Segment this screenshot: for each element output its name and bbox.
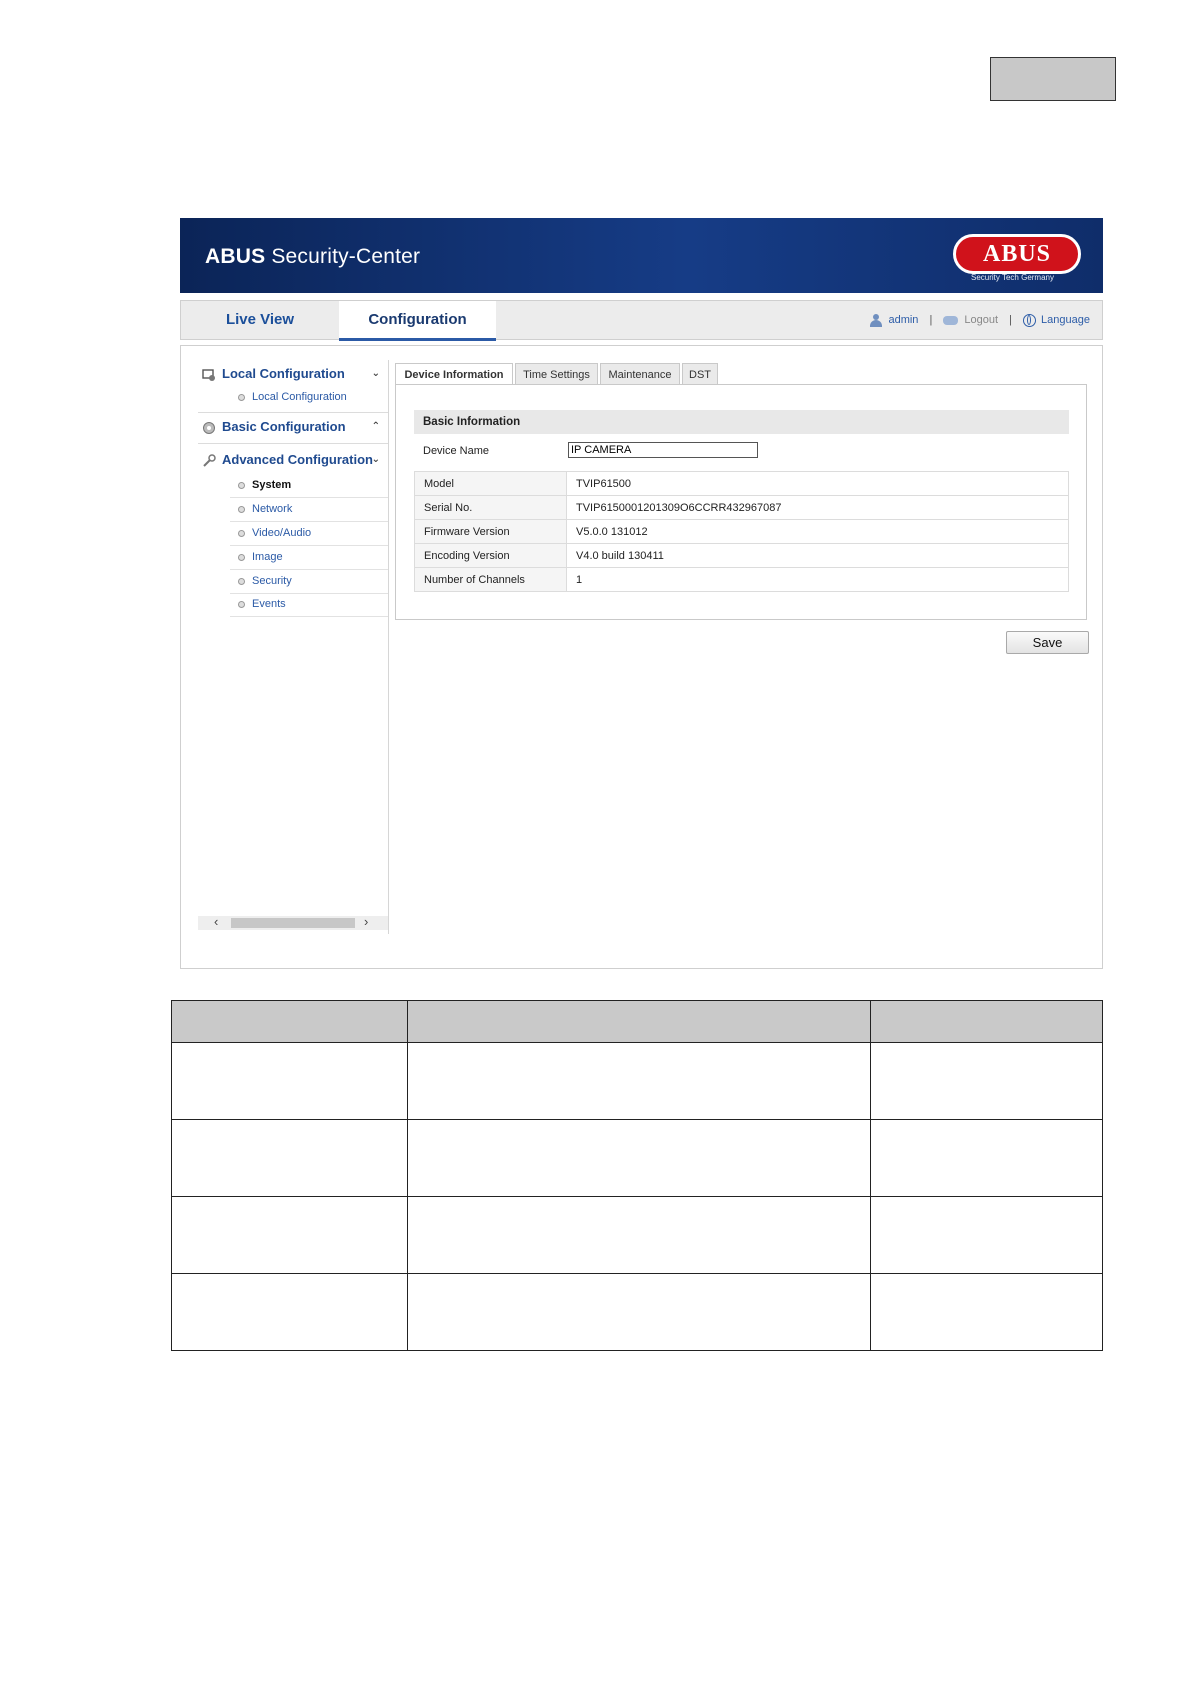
content-area (180, 345, 1103, 969)
bullet-icon (238, 601, 245, 608)
monitor-gear-icon (202, 368, 216, 382)
screenshot-frame (180, 218, 1103, 969)
info-value: V4.0 build 130411 (567, 544, 1069, 568)
abus-logo (953, 234, 1079, 284)
info-value: V5.0.0 131012 (567, 520, 1069, 544)
table-row (415, 520, 1069, 544)
app-banner (180, 218, 1103, 293)
logo-wordmark: ABUS (953, 234, 1081, 274)
tab-time-settings[interactable]: Time Settings (515, 363, 598, 385)
table-cell (172, 1043, 408, 1120)
divider (198, 443, 388, 444)
table-row (172, 1274, 1103, 1351)
table-row (415, 568, 1069, 592)
table-cell (871, 1197, 1103, 1274)
logout-link[interactable]: Logout (964, 314, 999, 327)
bullet-icon (238, 530, 245, 537)
info-key: Serial No. (415, 496, 567, 520)
header-cell (871, 1001, 1103, 1043)
table-row (172, 1120, 1103, 1197)
sidebar (198, 360, 389, 934)
table-cell (172, 1274, 408, 1351)
header-cell (172, 1001, 408, 1043)
sidebar-item-events[interactable]: Events (230, 593, 388, 617)
gear-icon (202, 421, 216, 435)
sidebar-item-security[interactable]: Security (230, 570, 388, 594)
scroll-left-icon[interactable]: ‹ (214, 914, 219, 929)
tab-maintenance[interactable]: Maintenance (600, 363, 680, 385)
table-cell (407, 1197, 871, 1274)
scrollbar-thumb[interactable] (231, 918, 355, 928)
info-key: Firmware Version (415, 520, 567, 544)
table-row (415, 496, 1069, 520)
info-value: TVIP6150001201309O6CCRR432967087 (567, 496, 1069, 520)
wrench-icon (202, 454, 216, 468)
header-cell (407, 1001, 871, 1043)
scroll-right-icon[interactable]: › (364, 914, 369, 929)
sidebar-advanced-configuration[interactable]: Advanced Configuration ⌄ (198, 446, 388, 474)
sidebar-item-image[interactable]: Image (230, 546, 388, 570)
table-row (415, 472, 1069, 496)
globe-icon (1023, 314, 1036, 327)
table-cell (407, 1120, 871, 1197)
logout-icon (943, 316, 958, 325)
table-cell (172, 1120, 408, 1197)
horizontal-scrollbar[interactable] (198, 916, 388, 930)
sidebar-item-system[interactable]: System (230, 474, 388, 498)
device-name-field[interactable] (568, 442, 758, 458)
tab-dst[interactable]: DST (682, 363, 718, 385)
top-navigation (180, 300, 1103, 340)
sidebar-basic-configuration[interactable]: Basic Configuration ⌃ (198, 413, 388, 441)
table-row (415, 544, 1069, 568)
save-button[interactable]: Save (1006, 631, 1089, 654)
chevron-up-icon: ⌃ (371, 421, 380, 432)
device-info-table (414, 471, 1069, 592)
sidebar-item-local-configuration[interactable]: Local Configuration (230, 386, 388, 409)
logo-tagline: Security Tech Germany (971, 273, 1054, 282)
user-link[interactable]: admin (888, 314, 919, 327)
tab-device-information[interactable]: Device Information (395, 363, 513, 385)
sidebar-item-network[interactable]: Network (230, 498, 388, 522)
app-title: ABUS Security-Center (205, 245, 421, 268)
page-number-box (990, 57, 1116, 101)
user-icon (870, 314, 882, 327)
chevron-down-icon: ⌄ (371, 454, 380, 465)
section-title: Basic Information (414, 410, 1069, 434)
bullet-icon (238, 578, 245, 585)
table-cell (407, 1274, 871, 1351)
table-cell (407, 1043, 871, 1120)
bullet-icon (238, 394, 245, 401)
sidebar-local-configuration[interactable]: Local Configuration ⌄ (198, 360, 388, 388)
table-cell (871, 1120, 1103, 1197)
tab-configuration[interactable]: Configuration (339, 301, 496, 341)
user-links (870, 301, 1090, 339)
bullet-icon (238, 554, 245, 561)
table-cell (172, 1197, 408, 1274)
info-value: 1 (567, 568, 1069, 592)
bullet-icon (238, 482, 245, 489)
info-value: TVIP61500 (567, 472, 1069, 496)
separator: | (929, 314, 933, 327)
device-information-panel (395, 384, 1087, 620)
document-table (171, 1000, 1103, 1351)
bullet-icon (238, 506, 245, 513)
separator: | (1009, 314, 1012, 327)
info-key: Model (415, 472, 567, 496)
table-cell (871, 1274, 1103, 1351)
language-link[interactable]: Language (1041, 314, 1090, 327)
chevron-down-icon: ⌄ (371, 368, 380, 379)
device-name-label: Device Name (423, 445, 490, 457)
table-header-row (172, 1001, 1103, 1043)
tab-live-view[interactable]: Live View (225, 311, 295, 328)
info-key: Number of Channels (415, 568, 567, 592)
table-row (172, 1197, 1103, 1274)
table-cell (871, 1043, 1103, 1120)
table-row (172, 1043, 1103, 1120)
sidebar-item-video-audio[interactable]: Video/Audio (230, 522, 388, 546)
info-key: Encoding Version (415, 544, 567, 568)
